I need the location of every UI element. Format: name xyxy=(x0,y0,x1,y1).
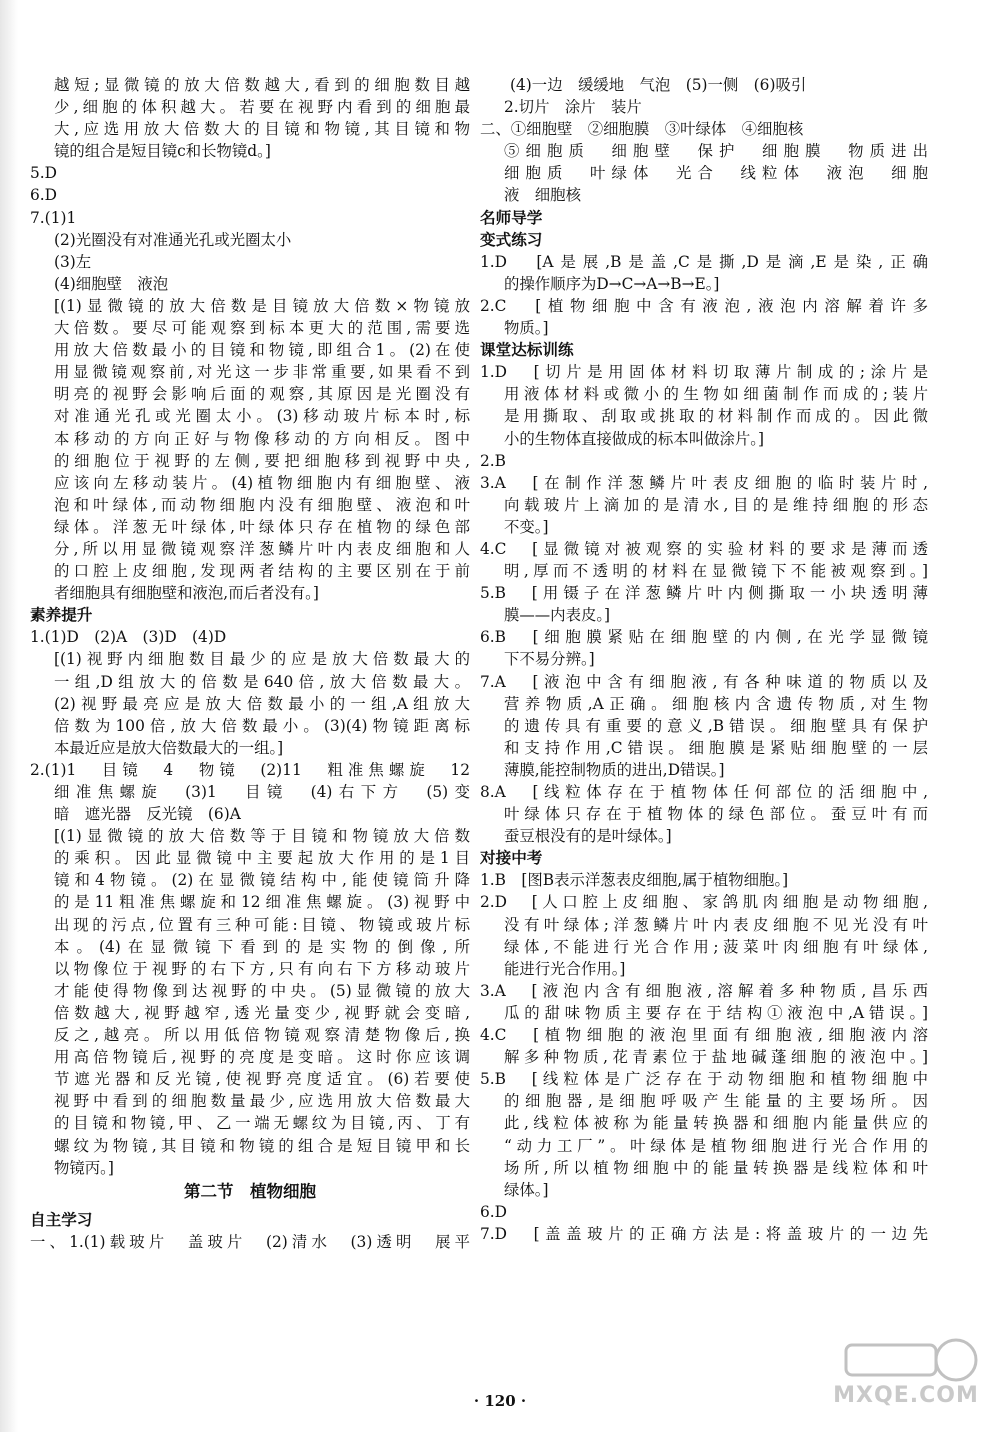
text-line: 3.A [在制作洋葱鳞片叶表皮细胞的临时装片时, xyxy=(480,473,928,492)
text-line: 大,应选用放大倍数大的目镜和物镜,其目镜和物 xyxy=(54,120,470,139)
text-line: 5.D xyxy=(30,164,58,183)
text-line: 本最近应是放大倍数最大的一组。] xyxy=(54,738,284,757)
text-line: 场所,所以植物细胞中的能量转换器是线粒体和叶 xyxy=(504,1158,928,1177)
text-line: 2.(1)1 目镜 4 物镜 (2)11 粗准焦螺旋 12 xyxy=(30,760,470,779)
text-line: 6.D xyxy=(480,1202,508,1221)
text-line: 一、1.(1)载玻片 盖玻片 (2)清水 (3)透明 展平 xyxy=(30,1232,470,1251)
text-line: (2)视野最亮应是放大倍数最小的一组,A组放大 xyxy=(54,694,470,713)
text-line: 4.C [显微镜对被观察的实验材料的要求是薄而透 xyxy=(480,539,928,558)
text-line: 2.C [植物细胞中含有液泡,液泡内溶解着许多 xyxy=(480,296,928,315)
text-line: 1.B [图B表示洋葱表皮细胞,属于植物细胞。] xyxy=(480,871,789,890)
text-line: 液 细胞核 xyxy=(504,186,581,205)
text-line: (3)左 xyxy=(54,252,92,271)
text-line: 小的生物体直接做成的标本叫做涂片。] xyxy=(504,429,764,448)
section-heading: 自主学习 xyxy=(30,1210,93,1229)
text-line: 少,细胞的体积越大。若要在视野内看到的细胞最 xyxy=(54,98,470,117)
text-line: 大倍数。要尽可能观察到标本更大的范围,需要选 xyxy=(54,319,470,338)
text-line: 明,厚而不透明的材料在显微镜下不能被观察到。] xyxy=(504,562,928,581)
left-column xyxy=(30,74,470,1253)
text-line: 7.(1)1 xyxy=(30,208,77,227)
text-line: 以物像位于视野的右下方,只有向右下方移动玻片 xyxy=(54,959,470,978)
text-line: 的遗传具有重要的意义,B错误。细胞壁具有保护 xyxy=(504,716,928,735)
text-line: (4)细胞壁 液泡 xyxy=(54,274,169,293)
text-line: 一组,D组放大的倍数是640倍,放大倍数最大。 xyxy=(54,672,470,691)
text-line: 和支持作用,C错误。细胞膜是紧贴细胞壁的一层 xyxy=(504,738,928,757)
text-line: 的细胞器,是细胞呼吸产生能量的主要场所。因 xyxy=(504,1092,928,1111)
section-heading: 课堂达标训练 xyxy=(480,341,574,360)
text-line: 明亮的视野会影响后面的观察,其原因是光圈没有 xyxy=(54,385,470,404)
text-line: [(1)视野内细胞数目最少的应是放大倍数最大的 xyxy=(54,650,470,669)
text-line: 6.B [细胞膜紧贴在细胞壁的内侧,在光学显微镜 xyxy=(480,628,928,647)
text-line: 的细胞位于视野的左侧,要把细胞移到视野中央, xyxy=(54,451,470,470)
text-line: 解多种物质,花青素位于盐地碱蓬细胞的液泡中。] xyxy=(504,1048,928,1067)
text-line: 对准通光孔或光圈太小。(3)移动玻片标本时,标 xyxy=(54,407,470,426)
text-line: ⑤细胞质 细胞壁 保护 细胞膜 物质进出 xyxy=(504,142,928,161)
text-line: 才能使得物像到达视野的中央。(5)显微镜的放大 xyxy=(54,981,470,1000)
text-line: 视野中看到的细胞数量最少,应选用放大倍数最大 xyxy=(54,1092,470,1111)
text-line: [(1)显微镜的放大倍数等于目镜和物镜放大倍数 xyxy=(54,827,470,846)
text-line: 绿体。洋葱无叶绿体,叶绿体只存在植物的绿色部 xyxy=(54,517,470,536)
text-line: 7.A [液泡中含有细胞液,有各种味道的物质以及 xyxy=(480,672,928,691)
page-number: · 120 · xyxy=(473,1392,527,1410)
section-heading: 素养提升 xyxy=(30,606,93,625)
text-line: 1.(1)D (2)A (3)D (4)D xyxy=(30,628,227,647)
text-line: 泡和叶绿体,而动物细胞内没有细胞壁、液泡和叶 xyxy=(54,495,470,514)
text-line: 分,所以用显微镜观察洋葱鳞片叶内表皮细胞和人 xyxy=(54,539,470,558)
text-line: 此,线粒体被称为能量转换器和细胞内能量供应的 xyxy=(504,1114,928,1133)
text-line: 物质。] xyxy=(504,319,549,338)
text-line: 7.D [盖盖玻片的正确方法是:将盖玻片的一边先 xyxy=(480,1224,928,1243)
right-column xyxy=(480,74,928,1245)
text-line: 不变。] xyxy=(504,517,549,536)
text-line: 暗 遮光器 反光镜 (6)A xyxy=(54,805,241,824)
text-line: “动力工厂”。叶绿体是植物细胞进行光合作用的 xyxy=(504,1136,928,1155)
text-line: 用液体材料或微小的生物如细菌制作而成的;装片 xyxy=(504,385,928,404)
text-line: 3.A [液泡内含有细胞液,溶解着多种物质,昌乐西 xyxy=(480,981,928,1000)
text-line: 的口腔上皮细胞,发现两者结构的主要区别在于前 xyxy=(54,562,470,581)
text-line: 出现的污点,位置有三种可能:目镜、物镜或玻片标 xyxy=(54,915,470,934)
text-line: 倍数越大,视野越窄,透光量变少,视野就会变暗, xyxy=(54,1003,470,1022)
text-line: 二、①细胞壁 ②细胞膜 ③叶绿体 ④细胞核 xyxy=(480,120,804,139)
text-line: 2.B xyxy=(480,451,506,470)
text-line: 物镜丙。] xyxy=(54,1158,114,1177)
text-line: 反之,越亮。所以用低倍物镜观察清楚物像后,换 xyxy=(54,1026,470,1045)
text-line: 者细胞具有细胞壁和液泡,而后者没有。] xyxy=(54,584,319,603)
text-line: 4.C [植物细胞的液泡里面有细胞液,细胞液内溶 xyxy=(480,1026,928,1045)
text-line: 8.A [线粒体存在于植物体任何部位的活细胞中, xyxy=(480,783,928,801)
watermark-seal-icon xyxy=(826,1335,986,1385)
text-line: 细准焦螺旋 (3)1 目镜 (4)右下方 (5)变 xyxy=(54,783,470,801)
text-line: 细胞质 叶绿体 光合 线粒体 液泡 细胞 xyxy=(504,164,928,183)
text-line: 的乘积。因此显微镜中主要起放大作用的是1目 xyxy=(54,849,470,868)
text-line: 用高倍物镜后,视野的亮度是变暗。这时你应该调 xyxy=(54,1048,470,1067)
text-line: [(1)显微镜的放大倍数是目镜放大倍数×物镜放 xyxy=(54,296,470,315)
text-line: 2.切片 涂片 装片 xyxy=(504,98,642,117)
text-line: 1.D [A是展,B是盖,C是撕,D是滴,E是染,正确 xyxy=(480,252,928,271)
text-line: 的操作顺序为D→C→A→B→E。] xyxy=(504,274,720,293)
text-line: 薄膜,能控制物质的进出,D错误。] xyxy=(504,760,725,779)
text-line: 是用撕取、刮取或挑取的材料制作而成的。因此微 xyxy=(504,407,928,426)
section-heading: 变式练习 xyxy=(480,230,543,249)
text-line: 倍数为100倍,放大倍数最小。(3)(4)物镜距离标 xyxy=(54,716,470,735)
text-line: 6.D xyxy=(30,186,58,205)
text-line: 向载玻片上滴加的是清水,目的是维持细胞的形态 xyxy=(504,495,928,514)
watermark-text: MXQE.COM xyxy=(833,1383,979,1408)
text-line: 用放大倍数最小的目镜和物镜,即组合1。(2)在使 xyxy=(54,341,470,360)
page-edge-shadow xyxy=(0,0,18,1432)
text-line: 用显微镜观察前,对光这一步非常重要,如果看不到 xyxy=(54,363,470,382)
text-line: 节遮光器和反光镜,使视野亮度适宜。(6)若要使 xyxy=(54,1070,470,1089)
text-line: 能进行光合作用。] xyxy=(504,959,626,978)
text-line: 5.B [用镊子在洋葱鳞片叶内侧撕取一小块透明薄 xyxy=(480,584,928,603)
text-line: 的是11粗准焦螺旋和12细准焦螺旋。(3)视野中 xyxy=(54,893,470,912)
text-line: 2.D [人口腔上皮细胞、家鸽肌肉细胞是动物细胞, xyxy=(480,893,928,912)
section-heading: 对接中考 xyxy=(480,849,543,868)
text-line: 本移动的方向正好与物像移动的方向相反。图中 xyxy=(54,429,470,448)
text-line: 绿体,不能进行光合作用;菠菜叶肉细胞有叶绿体, xyxy=(504,937,928,956)
text-line: (2)光圈没有对准通光孔或光圈太小 xyxy=(54,230,292,249)
text-line: 镜的组合是短目镜c和长物镜d。] xyxy=(54,142,271,161)
text-line: 1.D [切片是用固体材料切取薄片制成的;涂片是 xyxy=(480,363,928,382)
watermark-logo xyxy=(826,1335,986,1425)
text-line: 本。(4)在显微镜下看到的是实物的倒像,所 xyxy=(54,937,470,956)
text-line: 膜——内表皮。] xyxy=(504,606,611,625)
text-line: 瓜的甜味物质主要存在于结构①液泡中,A错误。] xyxy=(504,1003,928,1022)
text-line: 应该向左移动装片。(4)植物细胞内有细胞壁、液 xyxy=(54,473,470,492)
text-line: 叶绿体只存在于植物体的绿色部位。蚕豆叶有而 xyxy=(504,805,928,824)
text-line: 越短;显微镜的放大倍数越大,看到的细胞数目越 xyxy=(54,76,470,94)
text-line: 蚕豆根没有的是叶绿体。] xyxy=(504,827,672,846)
text-line: 的目镜和物镜,甲、乙一端无螺纹为目镜,丙、丁有 xyxy=(54,1114,470,1133)
text-line: 5.B [线粒体是广泛存在于动物细胞和植物细胞中 xyxy=(480,1070,928,1089)
section-title: 第二节 植物细胞 xyxy=(184,1181,316,1201)
text-line: 营养物质,A正确。细胞核内含遗传物质,对生物 xyxy=(504,694,928,713)
text-line: 镜和4物镜。(2)在显微镜结构中,能使镜筒升降 xyxy=(54,871,470,890)
text-line: 绿体。] xyxy=(504,1180,549,1199)
text-line: 没有叶绿体;洋葱鳞片叶内表皮细胞不见光没有叶 xyxy=(504,915,928,934)
text-line: 螺纹为物镜,其目镜和物镜的组合是短目镜甲和长 xyxy=(54,1136,470,1155)
section-heading: 名师导学 xyxy=(480,208,543,227)
text-line: (4)一边 缓缓地 气泡 (5)一侧 (6)吸引 xyxy=(510,76,807,94)
text-line: 下不易分辨。] xyxy=(504,650,595,669)
